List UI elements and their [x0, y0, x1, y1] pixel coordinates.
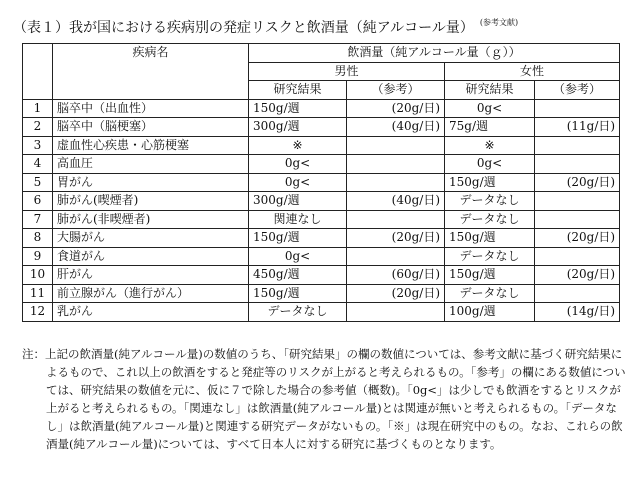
- male-research-value: 0g<: [249, 173, 347, 192]
- male-research-value: 0g<: [249, 155, 347, 174]
- male-research-value: 0g<: [249, 247, 347, 266]
- female-reference-value: (14g/日): [535, 303, 620, 322]
- table-row: [23, 173, 620, 192]
- disease-name: 前立腺がん（進行がん）: [53, 284, 249, 303]
- row-number: 12: [23, 303, 53, 322]
- table-row: [23, 266, 620, 285]
- disease-name: 脳卒中（出血性）: [53, 99, 249, 118]
- disease-name: 脳卒中（脳梗塞）: [53, 118, 249, 137]
- female-reference-value: (20g/日): [535, 266, 620, 285]
- header-female: 女性: [445, 62, 620, 81]
- male-research-value: 450g/週: [249, 266, 347, 285]
- female-reference-value: [535, 99, 620, 118]
- male-reference-value: (40g/日): [347, 118, 445, 137]
- footnote-text: 注：上記の飲酒量(純アルコール量)の数値のうち、「研究結果」の欄の数値については、参考文献に基づく研究結果によるもので、これ以上の飲酒をすると発症等のリスクが上がると考えられるもの。「参考」の欄にある数値については、研究結果の数値を元に、仮に７で除した場合の参考値（概数)。「0g<」は少しでも飲酒をするとリスクが上がると考えられるもの。「関連なし」は飲酒量(純アルコール量)とは関連が無いと考えられるもの。「データなし」は飲酒量(純アルコール量)と関連する研究データがないもの。「※」は現在研究中のもの。なお、これらの飲酒量(純アルコール量)については、すべて日本人に対する研究に基づくものとなります。: [22, 347, 626, 451]
- risk-table: [22, 43, 620, 322]
- disease-name: 高血圧: [53, 155, 249, 174]
- male-research-value: 150g/週: [249, 284, 347, 303]
- table-title: [13, 17, 518, 37]
- female-research-value: ※: [445, 136, 535, 155]
- female-research-value: データなし: [445, 247, 535, 266]
- row-number: 10: [23, 266, 53, 285]
- header-female-reference: （参考）: [535, 81, 620, 100]
- row-number: 8: [23, 229, 53, 248]
- row-number: 9: [23, 247, 53, 266]
- table-row: [23, 192, 620, 211]
- male-reference-value: [347, 210, 445, 229]
- male-reference-value: (20g/日): [347, 284, 445, 303]
- male-reference-value: [347, 247, 445, 266]
- header-male: 男性: [249, 62, 445, 81]
- row-number: 7: [23, 210, 53, 229]
- table-row: [23, 229, 620, 248]
- header-female-research: 研究結果: [445, 81, 535, 100]
- table-row: [23, 247, 620, 266]
- male-reference-value: [347, 173, 445, 192]
- table-row: [23, 99, 620, 118]
- male-reference-value: (40g/日): [347, 192, 445, 211]
- table-row: [23, 136, 620, 155]
- disease-name: 肺がん(喫煙者): [53, 192, 249, 211]
- title-reference-mark: (参考文献): [479, 18, 519, 27]
- row-number: 11: [23, 284, 53, 303]
- disease-name: 胃がん: [53, 173, 249, 192]
- male-reference-value: (20g/日): [347, 99, 445, 118]
- table-row: [23, 210, 620, 229]
- table-row: [23, 303, 620, 322]
- female-reference-value: (20g/日): [535, 229, 620, 248]
- female-research-value: 0g<: [445, 99, 535, 118]
- male-research-value: 150g/週: [249, 229, 347, 248]
- female-research-value: 150g/週: [445, 173, 535, 192]
- female-reference-value: (11g/日): [535, 118, 620, 137]
- disease-name: 肝がん: [53, 266, 249, 285]
- footnote: [22, 345, 627, 453]
- female-research-value: 100g/週: [445, 303, 535, 322]
- row-number: 6: [23, 192, 53, 211]
- header-male-research: 研究結果: [249, 81, 347, 100]
- title-text: （表１）我が国における疾病別の発症リスクと飲酒量（純アルコール量）: [13, 20, 474, 36]
- female-research-value: データなし: [445, 210, 535, 229]
- male-reference-value: [347, 303, 445, 322]
- female-research-value: 75g/週: [445, 118, 535, 137]
- header-male-reference: （参考）: [347, 81, 445, 100]
- male-research-value: 関連なし: [249, 210, 347, 229]
- disease-name: 虚血性心疾患・心筋梗塞: [53, 136, 249, 155]
- disease-name: 大腸がん: [53, 229, 249, 248]
- row-number: 1: [23, 99, 53, 118]
- male-reference-value: [347, 155, 445, 174]
- male-reference-value: (60g/日): [347, 266, 445, 285]
- female-research-value: データなし: [445, 192, 535, 211]
- disease-name: 肺がん(非喫煙者): [53, 210, 249, 229]
- header-alcohol: 飲酒量（純アルコール量（ｇ））: [249, 44, 620, 63]
- female-reference-value: [535, 210, 620, 229]
- row-number: 4: [23, 155, 53, 174]
- female-reference-value: [535, 284, 620, 303]
- male-reference-value: [347, 136, 445, 155]
- male-reference-value: (20g/日): [347, 229, 445, 248]
- row-number: 2: [23, 118, 53, 137]
- row-number: 5: [23, 173, 53, 192]
- female-research-value: 0g<: [445, 155, 535, 174]
- female-reference-value: [535, 136, 620, 155]
- header-no: [23, 44, 53, 100]
- female-reference-value: [535, 192, 620, 211]
- disease-name: 食道がん: [53, 247, 249, 266]
- female-reference-value: (20g/日): [535, 173, 620, 192]
- table-row: [23, 118, 620, 137]
- female-research-value: データなし: [445, 284, 535, 303]
- male-research-value: ※: [249, 136, 347, 155]
- disease-name: 乳がん: [53, 303, 249, 322]
- row-number: 3: [23, 136, 53, 155]
- header-disease: 疾病名: [53, 44, 249, 100]
- male-research-value: 150g/週: [249, 99, 347, 118]
- male-research-value: 300g/週: [249, 118, 347, 137]
- table-row: [23, 284, 620, 303]
- male-research-value: データなし: [249, 303, 347, 322]
- table-row: [23, 155, 620, 174]
- female-research-value: 150g/週: [445, 229, 535, 248]
- female-reference-value: [535, 247, 620, 266]
- female-reference-value: [535, 155, 620, 174]
- female-research-value: 150g/週: [445, 266, 535, 285]
- male-research-value: 300g/週: [249, 192, 347, 211]
